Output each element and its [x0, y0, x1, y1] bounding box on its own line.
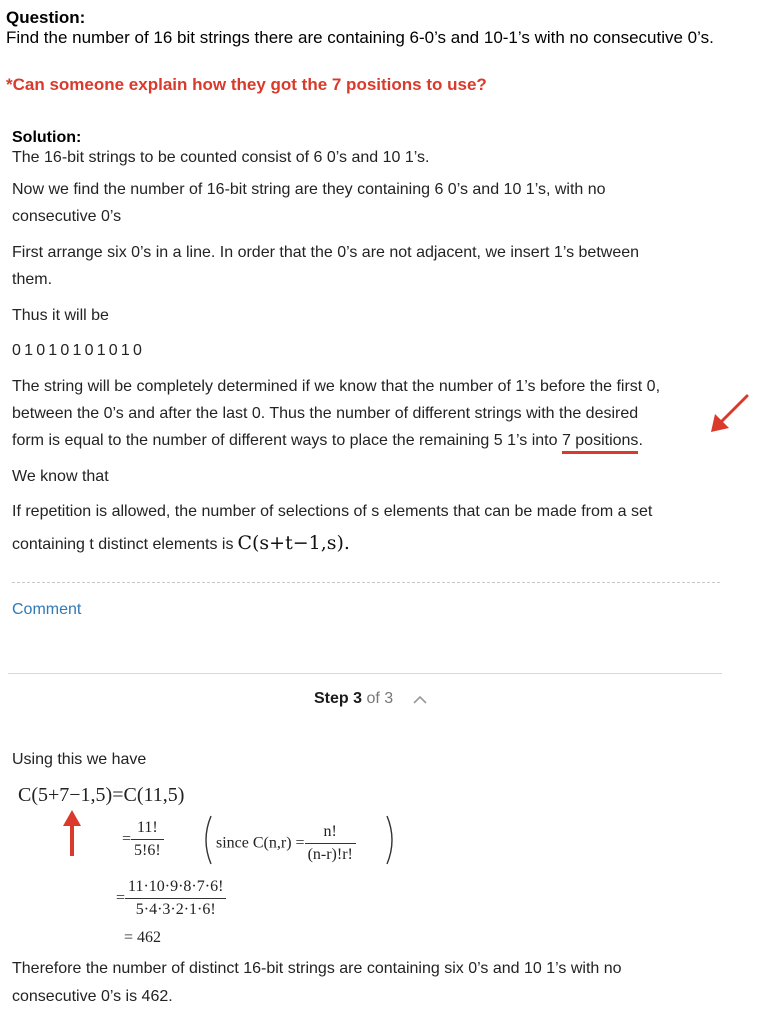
conclusion-line-1: Therefore the number of distinct 16-bit strings are containing six 0’s and 10 1’s with no: [12, 960, 622, 977]
solution-line-1: The 16-bit strings to be counted consist of 6 0’s and 10 1’s.: [12, 149, 430, 166]
using-text: Using this we have: [12, 751, 147, 768]
seven-positions-highlight: 7 positions: [562, 432, 639, 454]
red-up-arrow-icon: [60, 808, 84, 858]
repetition-formula: C(s+t−1,s).: [237, 532, 350, 554]
fraction-denominator: 5!6!: [134, 842, 161, 859]
equation-3: [116, 877, 226, 920]
since-note: [216, 822, 356, 865]
equation-2: [122, 818, 164, 861]
equation-1: C(5+7−1,5)=C(11,5): [18, 784, 185, 806]
bit-string: 01010101010: [12, 342, 146, 359]
solution-para-3-line-2: them.: [12, 271, 53, 288]
section-divider: [8, 673, 722, 674]
repetition-line-1: If repetition is allowed, the number of selections of s elements that can be made from a set: [12, 503, 653, 520]
para-5-line-3-text: form is equal to the number of different ways to place the remaining 5 1’s into: [12, 432, 562, 449]
solution-para-5-line-1: The string will be completely determined if we know that the number of 1’s before the first 0,: [12, 378, 661, 395]
dashed-divider: [12, 582, 720, 583]
step-indicator[interactable]: [314, 689, 393, 709]
question-heading: Question:: [6, 8, 86, 27]
solution-heading: Solution:: [12, 129, 82, 146]
para-5-line-3-period: .: [638, 432, 643, 449]
question-highlight: *Can someone explain how they got the 7 positions to use?: [6, 75, 487, 94]
solution-para-5-line-3: [12, 427, 643, 454]
since-label: since C(n,r) =: [216, 834, 305, 852]
fraction-11-over-5-6: [131, 818, 164, 861]
solution-para-5-line-2: between the 0’s and after the last 0. Thus the number of different strings with the desired: [12, 405, 639, 422]
right-paren: [384, 814, 398, 866]
since-fraction: [305, 822, 356, 865]
since-numerator: n!: [305, 822, 356, 844]
solution-para-2-line-2: consecutive 0’s: [12, 208, 122, 225]
fraction-numerator: 11!: [131, 818, 164, 840]
product-numerator: 11·10·9·8·7·6!: [125, 877, 226, 899]
repetition-line-2-text: containing t distinct elements is: [12, 536, 234, 553]
step-total: of 3: [362, 690, 394, 707]
equation-4: = 462: [124, 929, 162, 946]
step-label: Step 3: [314, 690, 363, 707]
thus-text: Thus it will be: [12, 307, 109, 324]
question-text: Find the number of 16 bit strings there are containing 6-0’s and 10-1’s with no consecutive 0’s.: [6, 28, 714, 47]
left-paren: [200, 814, 214, 866]
we-know-text: We know that: [12, 468, 109, 485]
conclusion-line-2: consecutive 0’s is 462.: [12, 988, 173, 1005]
equals-sign-2: =: [116, 889, 126, 907]
fraction-product: [125, 877, 226, 920]
comment-link[interactable]: Comment: [12, 601, 82, 618]
equals-sign: =: [122, 830, 132, 848]
chevron-up-icon[interactable]: [412, 694, 428, 706]
repetition-line-2: [12, 530, 350, 558]
red-arrow-icon: [703, 392, 753, 442]
solution-para-2-line-1: Now we find the number of 16-bit string are they containing 6 0’s and 10 1’s, with no: [12, 181, 606, 198]
since-denominator: (n-r)!r!: [307, 846, 353, 863]
solution-para-3-line-1: First arrange six 0’s in a line. In order that the 0’s are not adjacent, we insert 1’s between: [12, 244, 640, 261]
product-denominator: 5·4·3·2·1·6!: [135, 901, 216, 918]
